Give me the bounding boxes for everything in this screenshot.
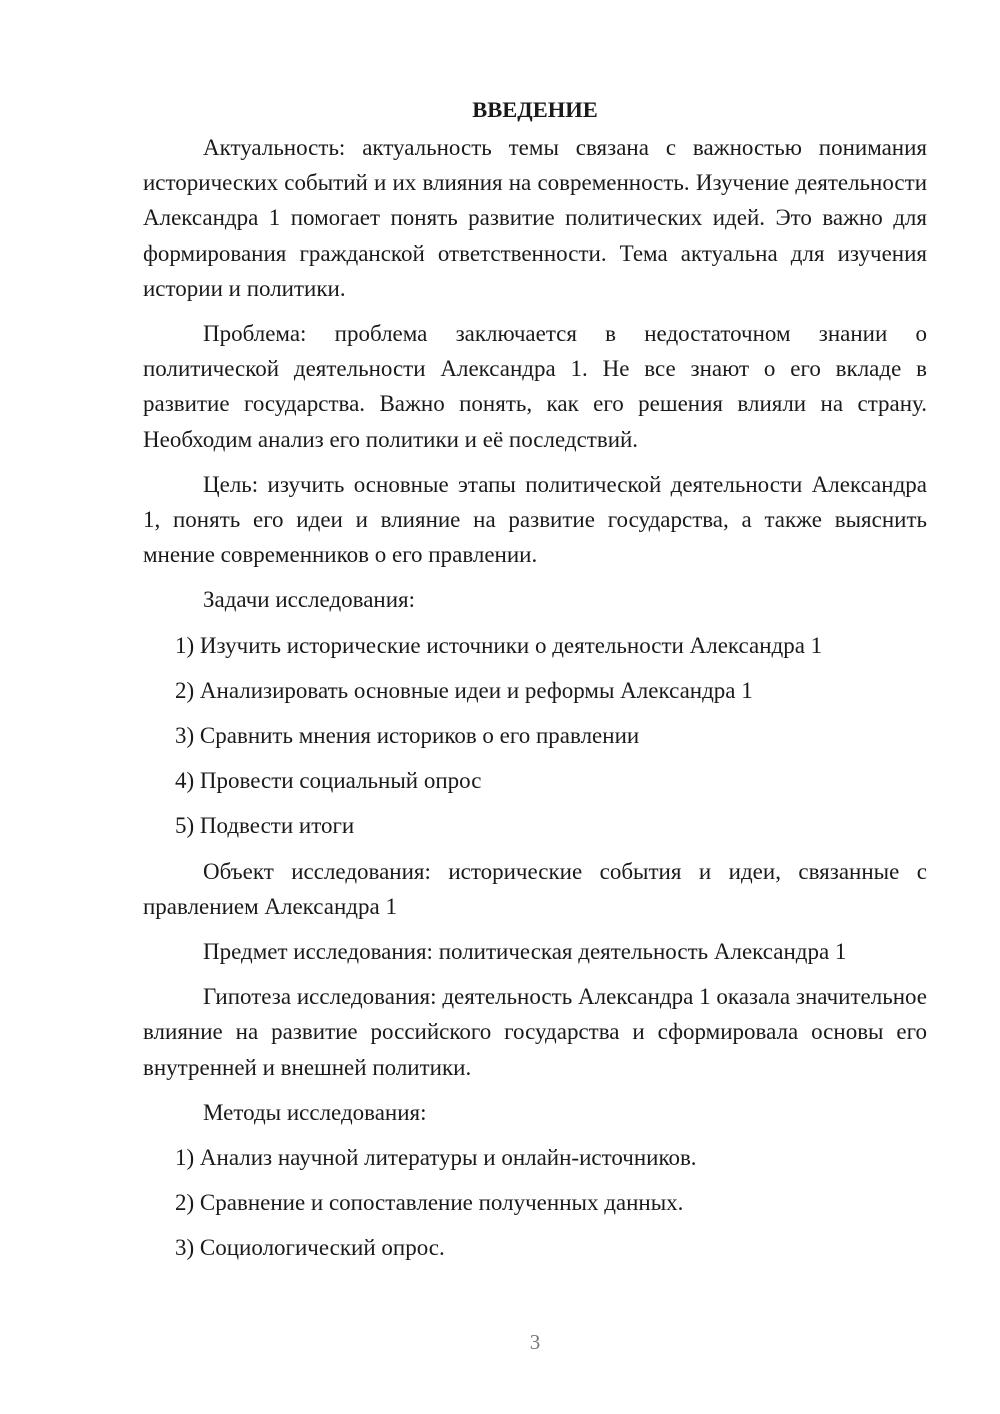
object-paragraph: Объект исследования: исторические события и идеи, связанные с правлением Александра 1 <box>143 858 927 919</box>
hypothesis-paragraph: Гипотеза исследования: деятельность Александра 1 оказала значительное влияние на развитие российского государства и сформировала основы его внутренней и внешней политики. <box>143 984 927 1080</box>
list-item: 3) Социологический опрос. <box>175 1235 445 1261</box>
relevance-paragraph: Актуальность: актуальность темы связана с важностью понимания исторических событий и их влияния на современность. Изучение деятельности Александра 1 помогает понять развитие политических идей. Это важно для формирования гражданской ответственности. Тема актуальна для изучения истории и политики. <box>143 135 927 301</box>
tasks-title: Задачи исследования: <box>203 587 416 613</box>
list-item: 4) Провести социальный опрос <box>175 768 482 794</box>
goal-paragraph: Цель: изучить основные этапы политической деятельности Александра 1, понять его идеи и влияние на развитие государства, а также выяснить мнение современников о его правлении. <box>143 471 927 568</box>
list-item: 3) Сравнить мнения историков о его правлении <box>175 723 640 749</box>
document-body <box>143 92 927 1266</box>
methods-title: Методы исследования: <box>203 1099 427 1125</box>
subject-paragraph: Предмет исследования: политическая деятельность Александра 1 <box>203 939 847 965</box>
page-number: 3 <box>529 1330 541 1354</box>
list-item: 1) Анализ научной литературы и онлайн-источников. <box>175 1145 697 1171</box>
methods-list <box>143 1140 927 1266</box>
problem-paragraph: Проблема: проблема заключается в недостаточном знании о политической деятельности Александра 1. Не все знают о его вкладе в развитие государства. Важно понять, как его решения влияли на страну. Необходим анализ его политики и её последствий. <box>143 321 927 452</box>
list-item: 1) Изучить исторические источники о деятельности Александра 1 <box>175 632 823 658</box>
list-item: 5) Подвести итоги <box>175 813 355 839</box>
section-heading: ВВЕДЕНИЕ <box>472 97 598 122</box>
list-item: 2) Анализировать основные идеи и реформы Александра 1 <box>175 677 753 703</box>
tasks-list <box>143 628 927 844</box>
list-item: 2) Сравнение и сопоставление полученных данных. <box>175 1190 684 1216</box>
